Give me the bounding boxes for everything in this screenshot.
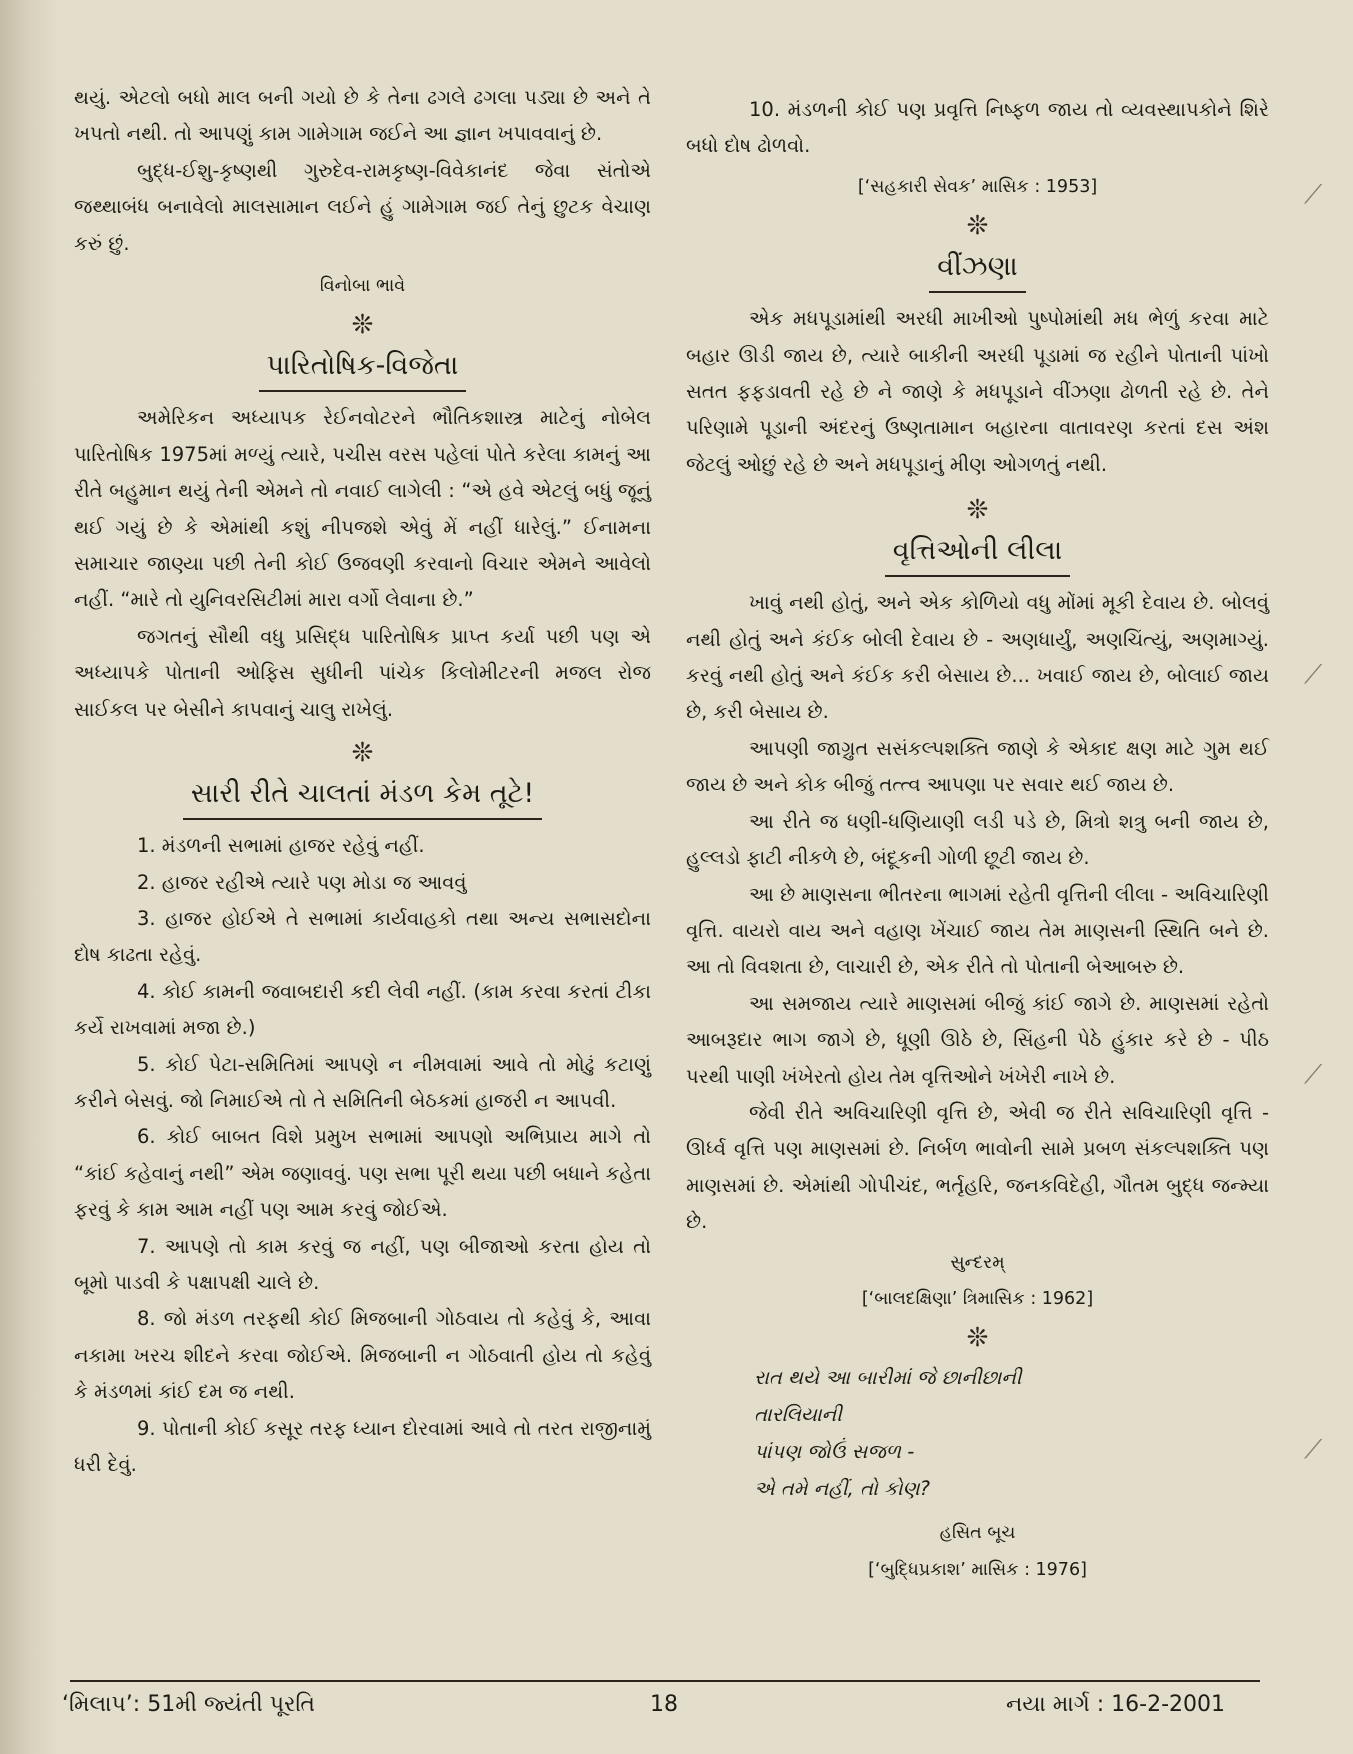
page-edge-shadow: [0, 0, 58, 1754]
section-title: સારી રીતે ચાલતાં મંડળ કેમ તૂટે!: [183, 774, 542, 820]
section-heading-mandal: [74, 774, 651, 820]
section-heading-vritti: [686, 531, 1269, 577]
list-item: 3. હાજર હોઈએ તે સભામાં કાર્યવાહકો તથા અન્ય સભાસદોના દોષ કાઢતા રહેવું.: [74, 906, 651, 967]
right-column: [686, 92, 1269, 1588]
list-item: 5. કોઈ પેટા-સમિતિમાં આપણે ન નીમવામાં આવે તો મોઢું કટાણું કરીને બેસવું. જો નિમાઈએ તો તે સમિતિની બેઠકમાં હાજરી ન આપવી.: [74, 1052, 651, 1112]
footer-rule: [70, 1680, 1260, 1682]
prize-paragraph-2: જગતનું સૌથી વધુ પ્રસિદ્ધ પારિતોષિક પ્રાપ્ત કર્યા પછી પણ એ અધ્યાપકે પોતાની ઓફિસ સુધીની પાંચેક કિલોમીટરની મજલ રોજ સાઈકલ પર બેસીને કાપવાનું ચાલુ રાખેલું.: [74, 624, 651, 721]
page-number: 18: [650, 1692, 678, 1717]
poem-line: પાંપણ જોઉં સજળ -: [754, 1440, 915, 1464]
list-item: 4. કોઈ કામની જવાબદારી કદી લેવી નહીં. (કામ કરવા કરતાં ટીકા કર્યે રાખવામાં મજા છે.): [74, 979, 651, 1040]
poem-line: રાત થયે આ બારીમાં જે છાનીછાની: [754, 1366, 1022, 1390]
separator-star: ❊: [966, 211, 989, 242]
separator-star: ❊: [351, 738, 374, 769]
separator-star: ❊: [966, 495, 989, 526]
author-name: હસિત બૂચ: [939, 1523, 1016, 1544]
section-heading-fan: [686, 247, 1269, 293]
vritti-paragraph-5: આ સમજાય ત્યારે માણસમાં બીજું કાંઈ જાગે છે. માણસમાં રહેતો આબરૂદાર ભાગ જાગે છે, ધૂણી ઊઠે છે, સિંહની પેઠે હુંકાર કરે છે - પીઠ પરથી પાણી ખંખેરતો હોય તેમ વૃત્તિઓને ખંખેરી નાખે છે.: [686, 991, 1269, 1088]
source-citation: [‘સહકારી સેવક’ માસિક : 1953]: [857, 176, 1098, 197]
section-title: પારિતોષિક-વિજેતા: [259, 346, 467, 392]
source-citation: [‘બુદ્ધિપ્રકાશ’ માસિક : 1976]: [868, 1559, 1087, 1580]
vritti-paragraph-2: આપણી જાગ્રુત સસંકલ્પશક્તિ જાણે કે એકાદ ક્ષણ માટે ગુમ થઈ જાય છે અને કોક બીજું તત્ત્વ આપણા પર સવાર થઈ જાય છે.: [686, 736, 1269, 797]
list-item: 2. હાજર રહીએ ત્યારે પણ મોડા જ આવવું: [137, 870, 467, 894]
source-citation: [‘બાલદક્ષિણા’ ત્રિમાસિક : 1962]: [861, 1288, 1094, 1309]
section-heading-prize: [74, 346, 651, 392]
vritti-paragraph-3: આ રીતે જ ધણી-ધણિયાણી લડી પડે છે, મિત્રો શત્રુ બની જાય છે, હુલ્લડો ફાટી નીકળે છે, બંદૂકની ગોળી છૂટી જાય છે.: [686, 809, 1269, 870]
section-title: વીંઝણા: [929, 247, 1025, 293]
author-name: સુન્દરમ્: [950, 1252, 1005, 1273]
poem-line: તારલિયાની: [754, 1403, 842, 1427]
prize-paragraph-1: અમેરિકન અધ્યાપક રેઈનવોટરને ભૌતિકશાસ્ત્ર માટેનું નોબેલ પારિતોષિક 1975માં મળ્યું ત્યારે, પચીસ વરસ પહેલાં પોતે કરેલા કામનું આ રીતે બહુમાન થયું તેની એમને તો નવાઈ લાગેલી : “એ હવે એટલું બધું જૂનું થઈ ગયું છે કે એમાંથી કશું નીપજશે એવું મેં નહીં ધારેલું.” ઈનામના સમાચાર જાણ્યા પછી તેની કોઈ ઉજવણી કરવાનો વિચાર એમને આવેલો નહીં. “મારે તો યુનિવરસિટીમાં મારા વર્ગો લેવાના છે.”: [74, 406, 651, 612]
vritti-paragraph-6: જેવી રીતે અવિચારિણી વૃત્તિ છે, એવી જ રીતે સવિચારિણી વૃત્તિ - ઊર્ધ્વ વૃત્તિ પણ માણસમાં છે. નિર્બળ ભાવોની સામે પ્રબળ સંકલ્પશક્તિ પણ માણસમાં છે. એમાંથી ગોપીચંદ, ભર્તૃહરિ, જનકવિદેહી, ગૌતમ બુદ્ધ જન્મ્યા છે.: [686, 1100, 1269, 1234]
intro-paragraph-2: બુદ્ધ-ઈશુ-કૃષ્ણથી ગુરુદેવ-રામકૃષ્ણ-વિવેકાનંદ જેવા સંતોએ જથ્થાબંધ બનાવેલો માલસામાન લઈને હું ગામેગામ જઈ તેનું છુટક વેચાણ કરું છું.: [74, 158, 651, 255]
list-item: 9. પોતાની કોઈ કસૂર તરફ ધ્યાન દોરવામાં આવે તો તરત રાજીનામું ધરી દેવું.: [74, 1416, 651, 1476]
footer-issue: નયા માર્ગ : 16-2-2001: [1006, 1692, 1226, 1717]
separator-star: ❊: [966, 1323, 989, 1354]
section-title: વૃત્તિઓની લીલા: [885, 531, 1070, 577]
intro-author: વિનોબા ભાવે: [319, 276, 406, 297]
list-item: 8. જો મંડળ તરફથી કોઈ મિજબાની ગોઠવાય તો કહેવું કે, આવા નકામા ખરચ શીદને કરવા જોઈએ. મિજબાની ન ગોઠવાતી હોય તો કહેવું કે મંડળમાં કાંઈ દમ જ નથી.: [74, 1307, 651, 1404]
list-item: 7. આપણે તો કામ કરવું જ નહીં, પણ બીજાઓ કરતા હોય તો બૂમો પાડવી કે પક્ષાપક્ષી ચાલે છે.: [74, 1234, 651, 1294]
margin-mark-icon: ⟋: [1304, 1060, 1323, 1090]
margin-mark-icon: ⟋: [1304, 1435, 1323, 1465]
vritti-paragraph-1: ખાવું નથી હોતું, અને એક કોળિયો વધુ મોંમાં મૂકી દેવાય છે. બોલવું નથી હોતું અને કંઈક બોલી દેવાય છે - અણધાર્યું, અણચિંત્યું, અણમાગ્યું. કરવું નથી હોતું અને કંઈક કરી બેસાય છે... ખવાઈ જાય છે, બોલાઈ જાય છે, કરી બેસાય છે.: [686, 591, 1269, 724]
list-item: 6. કોઈ બાબત વિશે પ્રમુખ સભામાં આપણો અભિપ્રાય માગે તો “કાંઈ કહેવાનું નથી” એમ જણાવવું. પણ સભા પૂરી થયા પછી બધાને કહેતા ફરવું કે કામ આમ નહીં પણ આમ કરવું જોઈએ.: [74, 1125, 651, 1222]
separator-star: ❊: [351, 310, 374, 341]
poem: [686, 1359, 1269, 1507]
vritti-paragraph-4: આ છે માણસના ભીતરના ભાગમાં રહેતી વૃત્તિની લીલા - અવિચારિણી વૃત્તિ. વાયરો વાય અને વહાણ ખેંચાઈ જાય તેમ માણસની સ્થિતિ બને છે. આ તો વિવશતા છે, લાચારી છે, એક રીતે તો પોતાની બેઆબરુ છે.: [686, 882, 1269, 979]
fan-paragraph: એક મધપૂડામાંથી અરધી માખીઓ પુષ્પોમાંથી મધ ભેળું કરવા માટે બહાર ઊડી જાય છે, ત્યારે બાકીની અરધી પૂડામાં જ રહીને પોતાની પાંખો સતત ફફડાવતી રહે છે ને જાણે કે મધપૂડાને વીંઝણા ઢોળતી રહે છે. તેને પરિણામે પૂડાની અંદરનું ઉષ્ણતામાન બહારના વાતાવરણ કરતાં દસ અંશ જેટલું ઓછું રહે છે અને મધપૂડાનું મીણ ઓગળતું નથી.: [686, 307, 1269, 476]
list-item-10: 10. મંડળની કોઈ પણ પ્રવૃત્તિ નિષ્ફળ જાય તો વ્યવસ્થાપકોને શિરે બધો દોષ ઢોળવો.: [686, 98, 1269, 158]
margin-mark-icon: ⟋: [1304, 180, 1323, 210]
list-item: 1. મંડળની સભામાં હાજર રહેવું નહીં.: [137, 834, 425, 858]
poem-line: એ તમે નહીં, તો કોણ?: [754, 1477, 931, 1501]
margin-mark-icon: ⟋: [1304, 660, 1323, 690]
left-column: [74, 80, 651, 1483]
intro-paragraph-1: થયું. એટલો બધો માલ બની ગયો છે કે તેના ઢગલે ઢગલા પડ્યા છે અને તે ખપતો નથી. તો આપણું કામ ગામેગામ જઈને આ જ્ઞાન ખપાવવાનું છે.: [74, 86, 651, 146]
footer-publication: ‘મિલાપ’: 51મી જ્યંતી પૂરતિ: [62, 1692, 315, 1717]
